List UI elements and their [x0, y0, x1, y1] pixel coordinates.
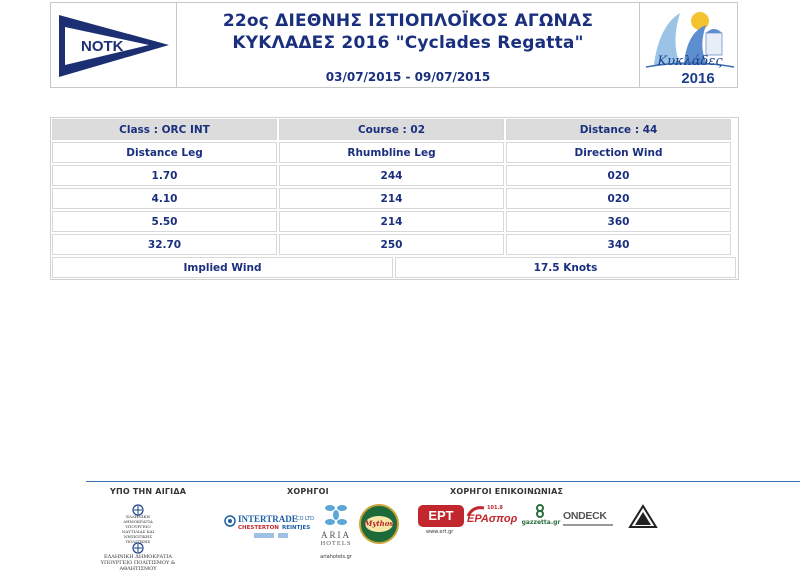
intertrade-suffix: CO LTD [296, 516, 315, 522]
direction-wind-value: 020 [506, 165, 731, 186]
hotels-text: HOTELS [320, 540, 352, 547]
chesterton-text: CHESTERTON [238, 525, 279, 531]
intertrade-icon [224, 515, 236, 527]
course-table [50, 117, 739, 280]
direction-wind-value: 360 [506, 211, 731, 232]
patronage-title: ΥΠΟ ΤΗΝ ΑΙΓΙΔΑ [110, 487, 187, 496]
header-distance-leg: Distance Leg [52, 142, 277, 163]
page-title-line2: ΚΥΚΛΑΔΕΣ 2016 "Cyclades Regatta" [232, 33, 584, 53]
aria-url: ariahotels.gr [320, 554, 352, 560]
gazzetta-logo [520, 504, 562, 530]
ministry-shipping-logo [118, 501, 158, 544]
rhumbline-leg-value: 214 [279, 188, 504, 209]
rhumbline-leg-value: 214 [279, 211, 504, 232]
regatta-header [50, 2, 738, 88]
page-title-line1: 22ος ΔΙΕΘΝΗΣ ΙΣΤΙΟΠΛΟΪΚΟΣ ΑΓΩΝΑΣ [222, 11, 594, 31]
header-rhumbline-leg: Rhumbline Leg [279, 142, 504, 163]
sail-triangle-icon [628, 505, 658, 529]
aria-hotels-logo [318, 500, 354, 562]
table-row [51, 233, 738, 256]
media-sponsors-title: ΧΟΡΗΓΟΙ ΕΠΙΚΟΙΝΩΝΙΑΣ [450, 487, 564, 496]
patron1-line2: ΥΠΟΥΡΓΕΙΟ ΝΑΥΤΙΛΙΑΣ ΚΑΙ [121, 524, 155, 534]
erasport-logo [467, 505, 517, 531]
footer-divider [86, 481, 800, 482]
patron1-line1: ΕΛΛΗΝΙΚΗ ΔΗΜΟΚΡΑΤΙΑ [123, 514, 153, 524]
direction-wind-value: 340 [506, 234, 731, 255]
notk-logo [51, 3, 177, 87]
sponsors-title: ΧΟΡΗΓΟΙ [287, 487, 329, 496]
intertrade-logo [224, 512, 320, 542]
implied-wind-label: Implied Wind [52, 257, 393, 278]
patron1-line3: ΝΗΣΙΩΤΙΚΗΣ ΠΟΛΙΤΙΚΗΣ [123, 534, 153, 544]
mythos-text: Mythos [364, 519, 394, 528]
sponsor-mini-logo [254, 533, 274, 538]
erasport-freq: 101.8 [487, 505, 503, 511]
course-info-row [51, 118, 738, 141]
mythos-logo [359, 504, 399, 544]
greek-emblem-icon [131, 542, 145, 554]
implied-wind-row [51, 256, 738, 279]
gazzetta-g-icon [534, 504, 546, 518]
distance-leg-value: 5.50 [52, 211, 277, 232]
implied-wind-value: 17.5 Knots [395, 257, 736, 278]
cyclades-logo-script: Κυκλάδες [657, 54, 723, 69]
ert-url: www.ert.gr [426, 529, 454, 535]
aria-text: ARIA [321, 530, 351, 540]
ministry-culture-logo [83, 554, 193, 572]
notk-flag-icon [51, 3, 177, 87]
distance-leg-value: 4.10 [52, 188, 277, 209]
reintjes-text: REINTJES [282, 525, 311, 531]
table-row [51, 164, 738, 187]
direction-wind-value: 020 [506, 188, 731, 209]
table-row [51, 187, 738, 210]
distance-cell: Distance : 44 [506, 119, 731, 140]
distance-leg-value: 32.70 [52, 234, 277, 255]
ondeck-logo [563, 510, 615, 530]
rhumbline-leg-value: 250 [279, 234, 504, 255]
erasport-text: ΕΡΑσπορ [467, 513, 518, 525]
patron2-line2: ΥΠΟΥΡΓΕΙΟ ΠΟΛΙΤΙΣΜΟΥ & ΑΘΛΗΤΙΣΜΟΥ [100, 560, 176, 572]
class-cell: Class : ORC INT [52, 119, 277, 140]
sponsor-mini-logo [278, 533, 288, 538]
ert-text: ΕΡΤ [428, 508, 454, 523]
rhumbline-leg-value: 244 [279, 165, 504, 186]
event-dates: 03/07/2015 - 09/07/2015 [325, 70, 491, 84]
cyclades-logo-year: 2016 [681, 70, 715, 87]
gazzetta-text: gazzetta.gr [521, 519, 561, 526]
column-header-row [51, 141, 738, 164]
cyclades-logo-icon [640, 3, 738, 87]
intertrade-text: INTERTRADE [238, 514, 298, 524]
patron2-line1: ΕΛΛΗΝΙΚΗ ΔΗΜΟΚΡΑΤΙΑ [103, 554, 173, 560]
aria-flower-icon [320, 500, 352, 530]
header-direction-wind: Direction Wind [506, 142, 731, 163]
course-cell: Course : 02 [279, 119, 504, 140]
notk-logo-text: NOTK [81, 38, 124, 55]
ert-logo [418, 505, 464, 527]
table-row [51, 210, 738, 233]
ondeck-text: ONDECK [563, 510, 607, 522]
cyclades-2016-logo [639, 3, 737, 87]
distance-leg-value: 1.70 [52, 165, 277, 186]
